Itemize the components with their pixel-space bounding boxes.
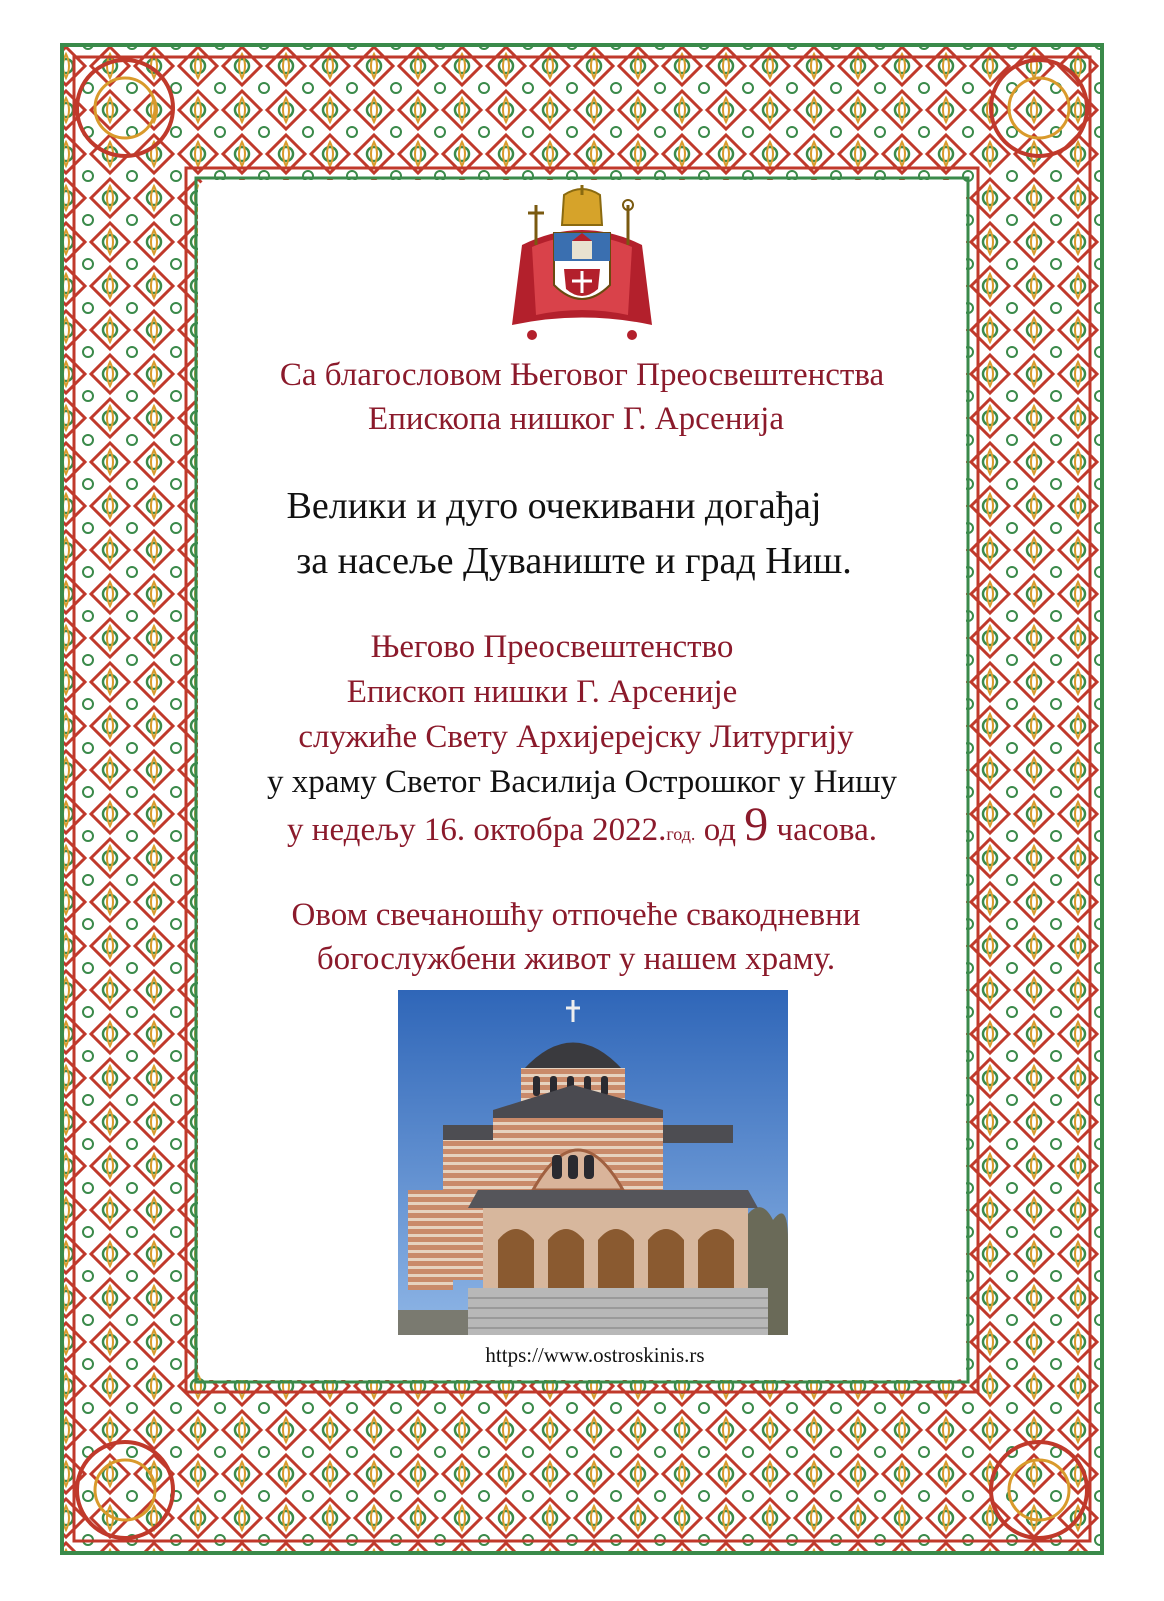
announcement-line-3: служиће Свету Архијерејску Литургију bbox=[298, 719, 854, 755]
date-mid: од bbox=[695, 812, 745, 848]
announcement-line-1: Његово Преосвештенство bbox=[370, 629, 734, 665]
church-photo bbox=[398, 990, 788, 1335]
announcement-content bbox=[200, 185, 964, 1415]
blessing-line-2: Епископа нишког Г. Арсенија bbox=[368, 401, 784, 437]
closing-line-1: Овом свечаношћу отпочеће свакодневни bbox=[291, 897, 861, 933]
date-prefix: у недељу 16. октобра 2022. bbox=[287, 812, 667, 848]
coat-of-arms-icon bbox=[502, 185, 662, 345]
date-suffix: часова. bbox=[768, 812, 877, 848]
date-hour: 9 bbox=[744, 798, 769, 851]
closing-line-2: богослужбени живот у нашем храму. bbox=[316, 941, 836, 977]
website-url[interactable]: https://www.ostroskinis.rs bbox=[485, 1343, 705, 1367]
headline-line-1: Велики и дуго очекивани догађај bbox=[286, 485, 822, 527]
announcement-line-2: Епископ нишки Г. Арсеније bbox=[346, 674, 738, 710]
blessing-line-1: Са благословом Његовог Преосвештенства bbox=[279, 357, 885, 393]
date-god: год. bbox=[666, 824, 696, 844]
announcement-date bbox=[200, 798, 964, 856]
headline-line-2: за насеље Дуваниште и град Ниш. bbox=[296, 540, 852, 582]
announcement-line-4: у храму Светог Василија Острошког у Нишу bbox=[266, 764, 897, 800]
